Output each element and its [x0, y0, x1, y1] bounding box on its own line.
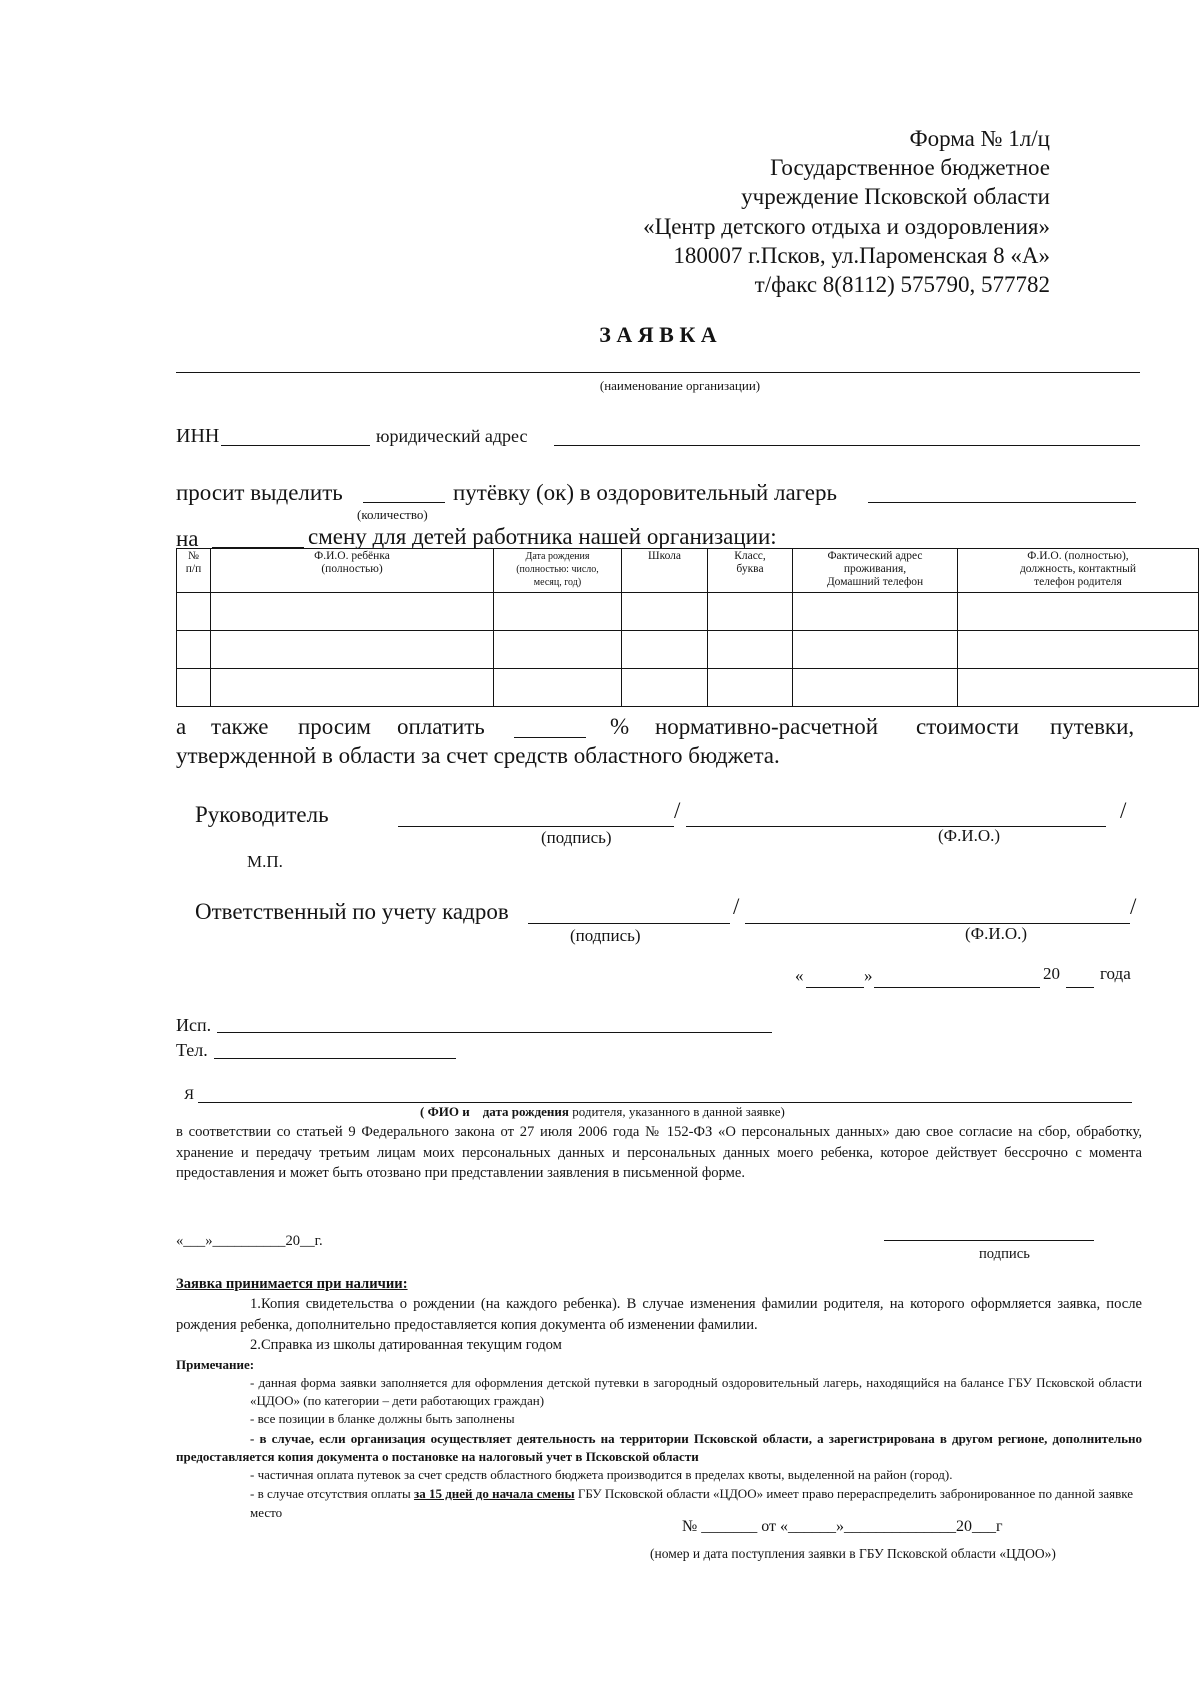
org-name-line1: Государственное бюджетное	[770, 155, 1050, 180]
head-signature-field[interactable]	[398, 826, 674, 827]
table-cell[interactable]	[177, 631, 211, 669]
payment-w8: путевки,	[1050, 714, 1135, 739]
table-cell[interactable]	[494, 631, 622, 669]
legal-address-field[interactable]	[554, 445, 1140, 446]
note-item-5-bold: за 15 дней до начала смены	[413, 1486, 575, 1501]
date-year-suffix: года	[1100, 964, 1131, 983]
date-year-prefix: 20	[1043, 964, 1060, 983]
table-cell[interactable]	[958, 593, 1199, 631]
payment-w4: оплатить	[397, 714, 485, 739]
note-item-5	[250, 1484, 1142, 1522]
payment-w6: нормативно-расчетной	[655, 714, 879, 739]
shift-text: смену для детей работника нашей организации:	[308, 524, 777, 549]
date-open-quote: «	[795, 966, 804, 985]
phone-field[interactable]	[214, 1058, 456, 1059]
page-title: З А Я В К А	[599, 322, 717, 347]
col-header-child-name: Ф.И.О. ребёнка (полностью)	[211, 549, 494, 593]
col-header-class: Класс, буква	[708, 549, 793, 593]
legal-address-label: юридический адрес	[376, 426, 528, 446]
note-item-4: - частичная оплата путевок за счет средств областного бюджета производится в пределах квоты, выделенной на район (город).	[250, 1467, 953, 1482]
table-cell[interactable]	[211, 593, 494, 631]
col-header-school: Школа	[622, 549, 708, 593]
stamp-label: М.П.	[247, 852, 283, 871]
table-cell[interactable]	[211, 669, 494, 707]
hr-slash-2: /	[1130, 894, 1137, 919]
org-name-line3: «Центр детского отдыха и оздоровления»	[643, 214, 1050, 239]
table-cell[interactable]	[177, 593, 211, 631]
table-cell[interactable]	[793, 669, 958, 707]
quantity-caption: (количество)	[357, 507, 428, 522]
note-title: Примечание:	[176, 1357, 255, 1372]
head-sign-caption: (подпись)	[541, 828, 612, 847]
org-name-line2: учреждение Псковской области	[741, 184, 1050, 209]
children-table	[176, 548, 1199, 707]
note-item-3: - в случае, если организация осуществляет деятельность на территории Псковской области, а зарегистрирована в другом регионе, дополнительно предоставляется копия документа о постановке на налоговый учет в Псковской области	[176, 1431, 1142, 1464]
table-row	[177, 669, 1199, 707]
registration-caption: (номер и дата поступления заявки в ГБУ Псковской области «ЦДОО»)	[650, 1546, 1056, 1561]
payment-w3: просим	[298, 714, 371, 739]
table-cell[interactable]	[622, 669, 708, 707]
table-cell[interactable]	[494, 669, 622, 707]
note-item-1: - данная форма заявки заполняется для оформления детской путевки в загородный оздоровительный лагерь, находящийся на балансе ГБУ Псковской области «ЦДОО» (по категории – дети работающих граждан)	[250, 1375, 1142, 1408]
table-header-row	[177, 549, 1199, 593]
payment-percent: %	[610, 714, 630, 739]
consent-date: «___»__________20__г.	[176, 1233, 323, 1249]
request-prefix: просит выделить	[176, 480, 343, 505]
hr-slash-1: /	[733, 894, 740, 919]
head-name-caption: (Ф.И.О.)	[938, 826, 1001, 845]
table-cell[interactable]	[793, 593, 958, 631]
camp-field[interactable]	[868, 502, 1136, 503]
table-row	[177, 631, 1199, 669]
payment-w7: стоимости	[916, 714, 1019, 739]
executor-field[interactable]	[217, 1032, 772, 1033]
phone-label: Тел.	[176, 1040, 208, 1060]
col-header-number: № п/п	[177, 549, 211, 593]
quantity-field[interactable]	[363, 502, 445, 503]
date-month-field[interactable]	[874, 987, 1040, 988]
table-cell[interactable]	[622, 593, 708, 631]
table-row	[177, 593, 1199, 631]
head-name-field[interactable]	[686, 826, 1106, 827]
executor-label: Исп.	[176, 1015, 212, 1035]
date-close-quote: »	[864, 966, 873, 985]
table-cell[interactable]	[793, 631, 958, 669]
note-item-5-post: ГБУ Псковской области «ЦДОО» имеет право перераспределить забронированное по данной заявке место	[250, 1486, 1134, 1520]
table-cell[interactable]	[708, 669, 793, 707]
note-item-2: - все позиции в бланке должны быть заполнены	[250, 1411, 515, 1426]
head-slash-1: /	[674, 798, 681, 823]
hr-name-caption: (Ф.И.О.)	[965, 924, 1028, 943]
date-day-field[interactable]	[806, 987, 864, 988]
head-slash-2: /	[1120, 798, 1127, 823]
table-cell[interactable]	[494, 593, 622, 631]
table-cell[interactable]	[958, 631, 1199, 669]
note-item-5-pre: - в случае отсутствия оплаты	[250, 1486, 411, 1501]
table-cell[interactable]	[708, 631, 793, 669]
consent-signature-field[interactable]	[884, 1240, 1094, 1241]
head-label: Руководитель	[195, 802, 329, 827]
hr-sign-caption: (подпись)	[570, 926, 641, 945]
org-phone: т/факс 8(8112) 575790, 577782	[754, 272, 1050, 297]
table-cell[interactable]	[622, 631, 708, 669]
col-header-parent: Ф.И.О. (полностью), должность, контактный телефон родителя	[958, 549, 1199, 593]
col-header-birth-date: Дата рождения (полностью: число, месяц, год)	[494, 549, 622, 593]
inn-label: ИНН	[176, 425, 220, 447]
consent-caption	[420, 1104, 785, 1120]
table-cell[interactable]	[177, 669, 211, 707]
hr-label: Ответственный по учету кадров	[195, 899, 509, 924]
organization-name-field[interactable]	[176, 372, 1140, 373]
inn-field[interactable]	[221, 445, 370, 446]
consent-caption-fio: ( ФИО и	[420, 1104, 470, 1119]
shift-na: на	[176, 526, 199, 551]
org-address: 180007 г.Псков, ул.Пароменская 8 «А»	[673, 243, 1050, 268]
table-cell[interactable]	[708, 593, 793, 631]
col-header-address: Фактический адрес проживания, Домашний телефон	[793, 549, 958, 593]
consent-sign-caption: подпись	[979, 1246, 1030, 1262]
requirement-item-2: 2.Справка из школы датированная текущим годом	[250, 1337, 562, 1353]
table-cell[interactable]	[958, 669, 1199, 707]
consent-caption-rest: родителя, указанного в данной заявке)	[572, 1104, 785, 1119]
hr-name-field[interactable]	[745, 923, 1130, 924]
consent-caption-dob: дата рождения	[482, 1104, 569, 1119]
request-suffix: путёвку (ок) в оздоровительный лагерь	[453, 480, 837, 505]
hr-signature-field[interactable]	[528, 923, 730, 924]
requirements-title: Заявка принимается при наличии:	[176, 1276, 408, 1292]
payment-line2: утвержденной в области за счет средств областного бюджета.	[176, 743, 780, 768]
consent-parent-field[interactable]	[198, 1102, 1132, 1103]
payment-w2: также	[211, 714, 269, 739]
form-number: Форма № 1л/ц	[909, 126, 1050, 151]
date-year-field[interactable]	[1066, 987, 1094, 988]
percent-field[interactable]	[514, 737, 586, 738]
requirement-item-1: 1.Копия свидетельства о рождении (на каждого ребенка). В случае изменения фамилии родителя, на которого оформляется заявка, после рождения ребенка, дополнительно предоставляется копия документа об изменении фамилии.	[176, 1296, 1142, 1333]
table-cell[interactable]	[211, 631, 494, 669]
org-name-caption: (наименование организации)	[599, 378, 761, 393]
consent-ya: Я	[184, 1087, 195, 1103]
consent-text: в соответствии со статьей 9 Федерального закона от 27 июля 2006 года № 152-ФЗ «О персональных данных» даю свое согласие на сбор, обработку, хранение и передачу третьим лицам моих персональных данных и персональных данных моего ребенка, которое действует бессрочно с момента предоставления и может быть отозвано при представлении заявления в письменной форме.	[176, 1124, 1142, 1181]
registration-line: № _______ от «______»______________20___г	[682, 1518, 1003, 1535]
payment-w1: а	[176, 714, 187, 739]
